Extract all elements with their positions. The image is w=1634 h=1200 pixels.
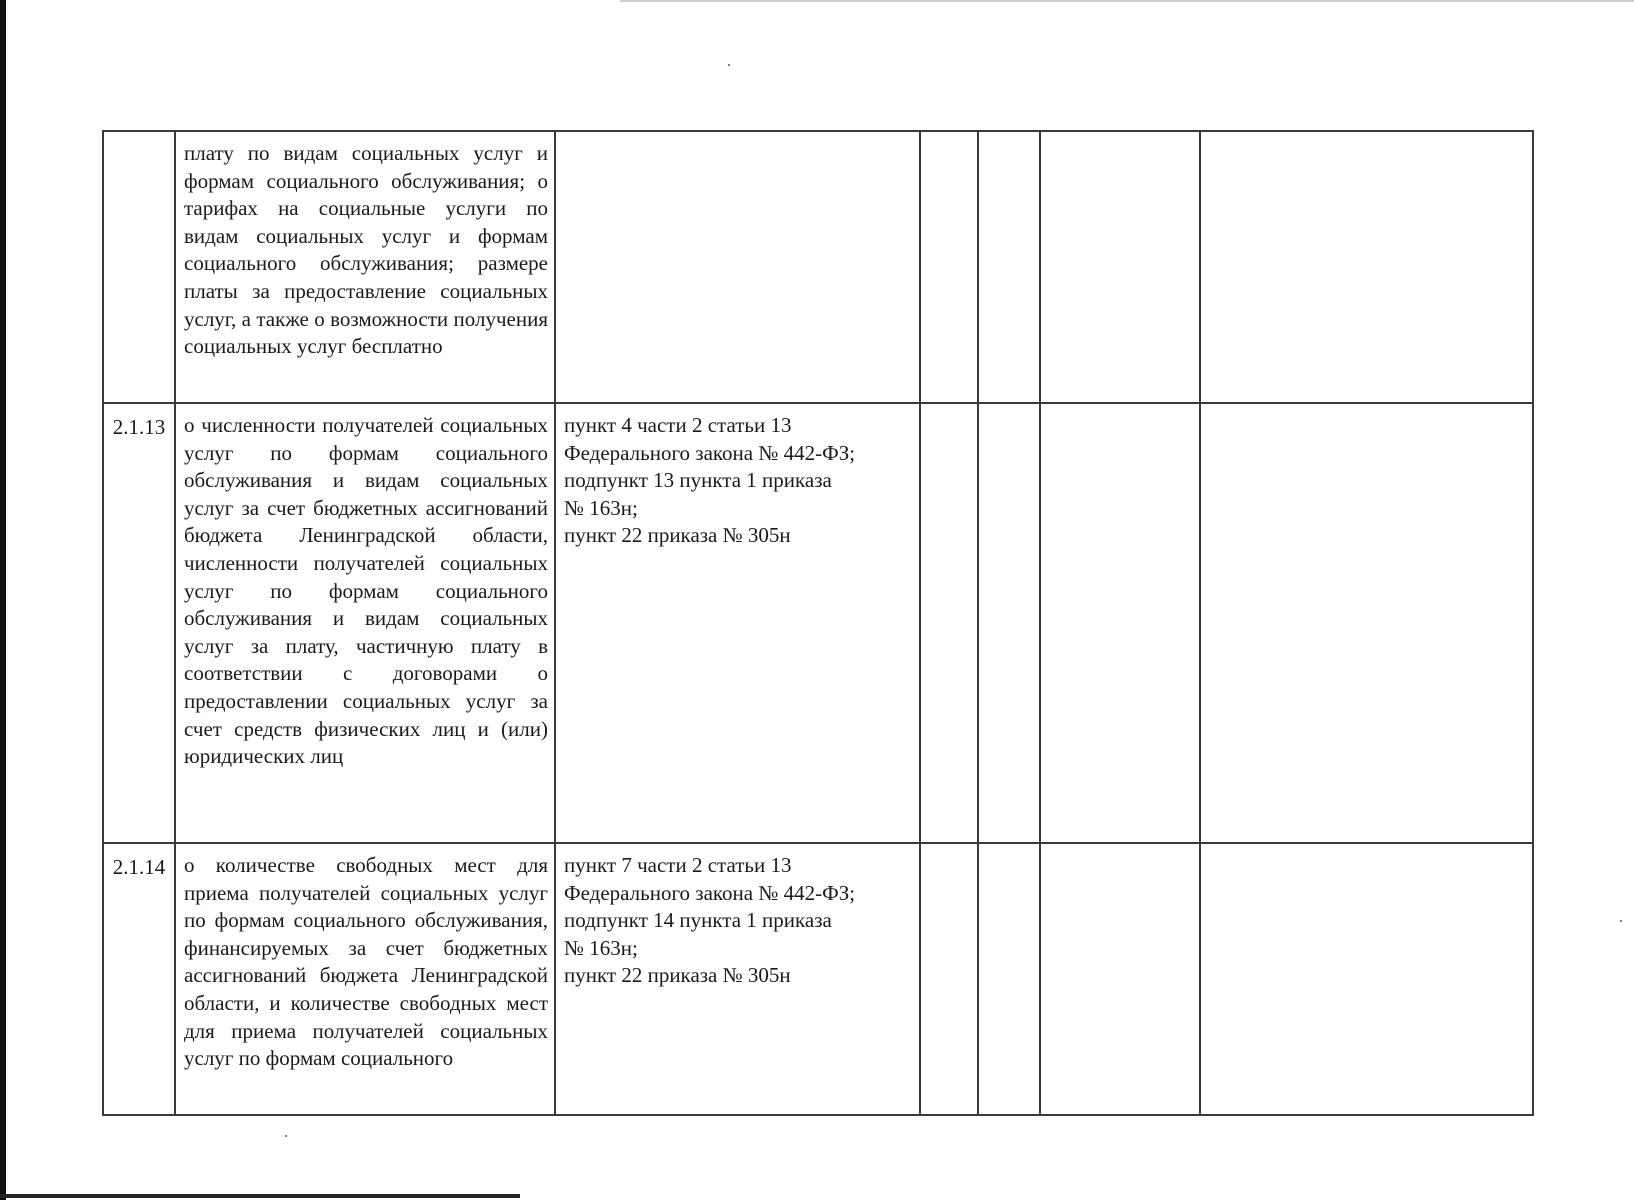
row-legal-basis: [555, 403, 920, 843]
scan-border-bottom: [0, 1194, 520, 1198]
row-legal-basis: [555, 131, 920, 403]
legal-basis-line: пункт 7 части 2 статьи 13: [564, 853, 792, 877]
row-number: 2.1.14: [103, 843, 175, 1115]
empty-cell: [978, 403, 1040, 843]
legal-basis-line: подпункт 13 пункта 1 приказа: [564, 468, 832, 493]
scan-speck: [728, 64, 730, 66]
legal-basis-line: пункт 22 приказа № 305н: [564, 963, 791, 988]
empty-cell: [920, 403, 978, 843]
row-number: 2.1.13: [103, 403, 175, 843]
legal-basis-line: подпункт 14 пункта 1 приказа: [564, 908, 832, 933]
legal-basis-line: Федерального закона № 442-ФЗ;: [564, 880, 856, 905]
table-row: [103, 131, 1533, 403]
table-row: [103, 403, 1533, 843]
empty-cell: [978, 843, 1040, 1115]
empty-cell: [1040, 403, 1200, 843]
scan-border-top: [620, 0, 1634, 2]
empty-cell: [920, 843, 978, 1115]
legal-basis-line: пункт 4 части 2 статьи 13: [564, 413, 792, 437]
empty-cell: [1200, 403, 1533, 843]
legal-basis-line: Федерального закона № 442-ФЗ;: [564, 440, 856, 465]
row-number: [103, 131, 175, 403]
empty-cell: [920, 131, 978, 403]
empty-cell: [1040, 131, 1200, 403]
empty-cell: [1040, 843, 1200, 1115]
scan-border-left: [0, 0, 6, 1200]
scan-speck: [1620, 920, 1622, 922]
legal-basis-line: № 163н;: [564, 495, 638, 520]
scan-speck: [285, 1135, 287, 1137]
row-description: плату по видам социальных услуг и формам социального обслуживания; о тарифах на социальные услуги по видам социальных услуг и формам социального обслуживания; размере платы за предоставление социальных услуг, а также о возможности получения социальных услуг бесплатно: [175, 131, 555, 403]
empty-cell: [1200, 843, 1533, 1115]
legal-basis-line: № 163н;: [564, 935, 638, 960]
empty-cell: [978, 131, 1040, 403]
row-description: о количестве свободных мест для приема получателей социальных услуг по формам социального обслуживания, финансируемых за счет бюджетных ассигнований бюджета Ленинградской области, и количестве свободных мест для приема получателей социальных услуг по формам социального: [175, 843, 555, 1115]
legal-basis-line: пункт 22 приказа № 305н: [564, 523, 791, 548]
table-row: [103, 843, 1533, 1115]
document-table: [102, 130, 1534, 1116]
row-legal-basis: [555, 843, 920, 1115]
empty-cell: [1200, 131, 1533, 403]
row-description: о численности получателей социальных услуг по формам социального обслуживания и видам социальных услуг за счет бюджетных ассигнований бюджета Ленинградской области, численности получателей социальных услуг по формам социального обслуживания и видам социальных услуг за плату, частичную плату в соответствии с договорами о предоставлении социальных услуг за счет средств физических лиц и (или) юридических лиц: [175, 403, 555, 843]
